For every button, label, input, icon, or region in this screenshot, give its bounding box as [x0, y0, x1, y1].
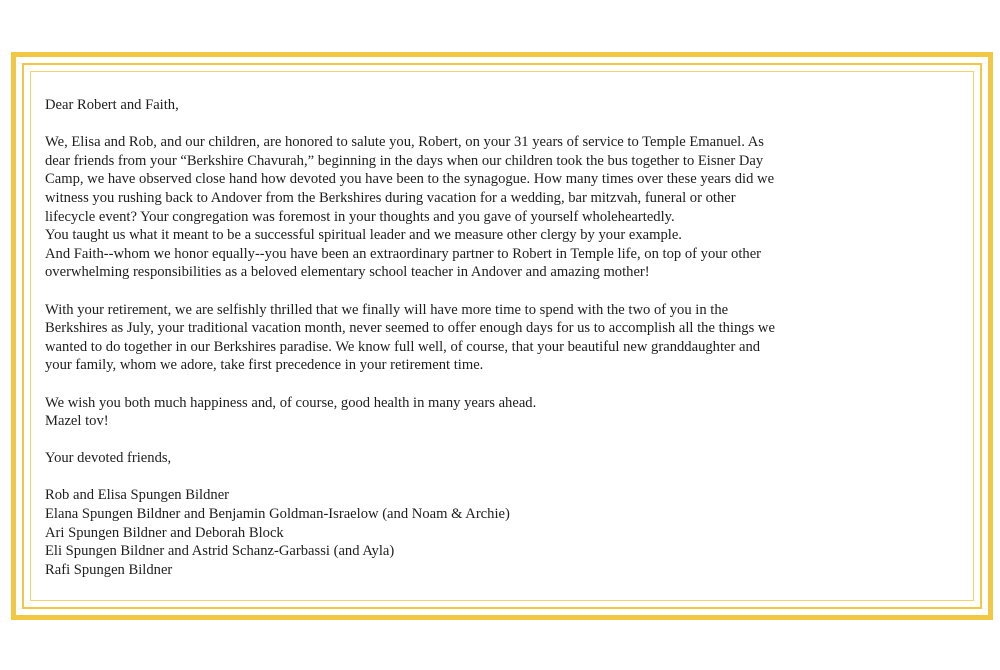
paragraph-tribute — [45, 133, 955, 282]
signature-line: Eli Spungen Bildner and Astrid Schanz-Garbassi (and Ayla) — [45, 543, 395, 560]
text-line: With your retirement, we are selfishly thrilled that we finally will have more time to spend with the two of you in the — [45, 301, 729, 318]
text-line: You taught us what it meant to be a successful spiritual leader and we measure other clergy by your example. — [45, 227, 682, 244]
text-line: your family, whom we adore, take first precedence in your retirement time. — [45, 357, 484, 374]
text-line: overwhelming responsibilities as a beloved elementary school teacher in Andover and amazing mother! — [45, 264, 650, 281]
text-line: lifecycle event? Your congregation was foremost in your thoughts and you gave of yourself wholeheartedly. — [45, 208, 675, 225]
paragraph-retirement — [45, 301, 955, 375]
text-line: And Faith--whom we honor equally--you have been an extraordinary partner to Robert in Temple life, on top of your other — [45, 245, 762, 262]
text-line: Mazel tov! — [45, 413, 109, 430]
closing: Your devoted friends, — [45, 450, 172, 467]
text-line: wanted to do together in our Berkshires paradise. We know full well, of course, that your beautiful new granddaughter and — [45, 338, 761, 355]
signature-line: Elana Spungen Bildner and Benjamin Goldman-Israelow (and Noam & Archie) — [45, 506, 510, 523]
text-line: witness you rushing back to Andover from the Berkshires during vacation for a wedding, bar mitzvah, funeral or other — [45, 189, 736, 206]
text-line: We wish you both much happiness and, of course, good health in many years ahead. — [45, 394, 537, 411]
signature-line: Rafi Spungen Bildner — [45, 561, 173, 578]
paragraph-wishes — [45, 394, 955, 431]
signature-line: Rob and Elisa Spungen Bildner — [45, 487, 230, 504]
signature-list — [45, 486, 955, 579]
text-line: Camp, we have observed close hand how devoted you have been to the synagogue. How many times over these years did we — [45, 171, 775, 188]
text-line: Berkshires as July, your traditional vacation month, never seemed to offer enough days for us to accomplish all the things we — [45, 320, 775, 337]
text-line: We, Elisa and Rob, and our children, are honored to salute you, Robert, on your 31 years of service to Temple Emanuel. As — [45, 134, 764, 151]
greeting: Dear Robert and Faith, — [45, 97, 179, 113]
signature-line: Ari Spungen Bildner and Deborah Block — [45, 524, 284, 541]
letter-body — [45, 96, 955, 579]
text-line: dear friends from your “Berkshire Chavurah,” beginning in the days when our children took the bus together to Eisner Day — [45, 152, 764, 169]
